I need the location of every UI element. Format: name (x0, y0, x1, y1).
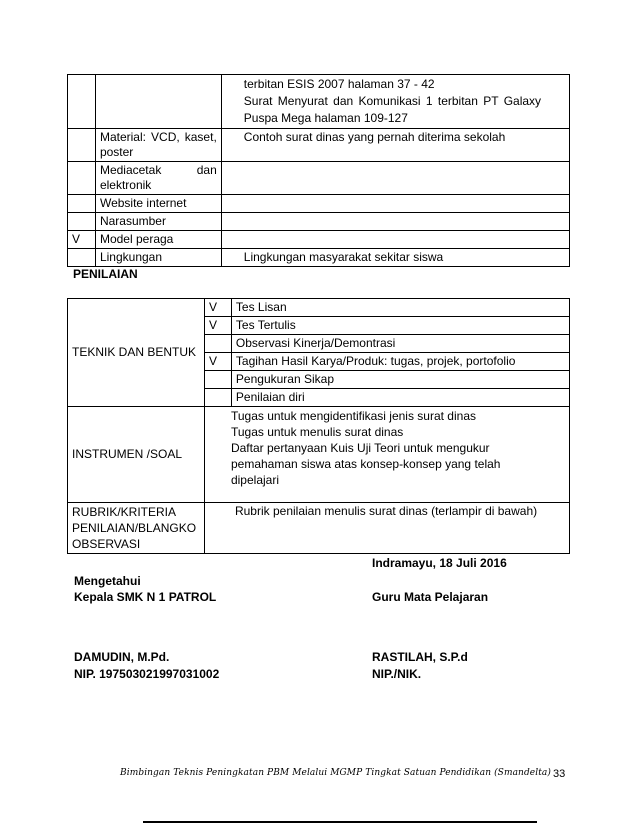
teknik-item: Penilaian diri (231, 389, 569, 407)
reference-line: terbitan ESIS 2007 halaman 37 - 42 (243, 77, 435, 91)
media-desc-cell: Contoh surat dinas yang pernah diterima sekolah (221, 129, 569, 162)
teknik-item: Tes Tertulis (231, 317, 569, 335)
media-mark-cell (68, 129, 96, 162)
media-item-cell: Narasumber (95, 213, 221, 231)
instrumen-line: Daftar pertanyaan Kuis Uji Teori untuk mengukur (230, 441, 490, 455)
table-row (68, 231, 570, 249)
footer-rule (143, 821, 537, 823)
media-item-cell: Website internet (95, 195, 221, 213)
teknik-mark (204, 335, 231, 353)
media-mark-cell (68, 249, 96, 267)
place-date: Indramayu, 18 Juli 2016 (372, 556, 507, 570)
section-heading: PENILAIAN (73, 267, 138, 281)
mengetahui-label: Mengetahui (74, 574, 141, 588)
teknik-mark (204, 371, 231, 389)
table-row (68, 299, 570, 317)
media-desc-cell (221, 162, 569, 195)
assessment-table (67, 298, 570, 554)
teknik-mark (204, 389, 231, 407)
media-item-cell (95, 75, 221, 129)
teknik-mark: V (204, 299, 231, 317)
instrumen-content (204, 407, 569, 503)
instrumen-line: Tugas untuk mengidentifikasi jenis surat dinas (230, 409, 476, 423)
rubrik-label-line: PENILAIAN/BLANGKO (72, 521, 197, 535)
instrumen-line: Tugas untuk menulis surat dinas (230, 425, 404, 439)
table-row (68, 213, 570, 231)
table-row (68, 162, 570, 195)
media-item-cell: Model peraga (95, 231, 221, 249)
teknik-mark: V (204, 353, 231, 371)
table-row (68, 75, 570, 129)
media-desc-cell (221, 231, 569, 249)
media-item-cell: Lingkungan (95, 249, 221, 267)
left-signatory-nip: NIP. 197503021997031002 (74, 667, 220, 681)
teknik-mark: V (204, 317, 231, 335)
media-desc-cell (221, 195, 569, 213)
table-row (68, 503, 570, 554)
reference-line: Puspa Mega halaman 109-127 (243, 111, 408, 125)
left-signatory-name: DAMUDIN, M.Pd. (74, 650, 170, 664)
rubrik-label-line: RUBRIK/KRITERIA (72, 505, 177, 519)
table-row (68, 407, 570, 503)
media-reference-cell (221, 75, 569, 129)
rubrik-label (68, 503, 205, 554)
media-mark-cell (68, 162, 96, 195)
right-signatory-nip: NIP./NIK. (372, 667, 422, 681)
media-desc-cell: Lingkungan masyarakat sekitar siswa (221, 249, 569, 267)
media-mark-cell: V (68, 231, 96, 249)
media-mark-cell (68, 213, 96, 231)
media-mark-cell (68, 195, 96, 213)
footer-text: Bimbingan Teknis Peningkatan PBM Melalui MGMP Tingkat Satuan Pendidikan (Smandelta) (120, 768, 552, 778)
instrumen-label: INSTRUMEN /SOAL (68, 407, 205, 503)
rubrik-label-line: OBSERVASI (72, 537, 141, 551)
reference-line: Surat Menyurat dan Komunikasi 1 terbitan PT Galaxy (243, 94, 542, 108)
right-signatory-name: RASTILAH, S.P.d (372, 650, 468, 664)
media-item-cell: Material: VCD, kaset, poster (95, 129, 221, 162)
teknik-item: Observasi Kinerja/Demontrasi (231, 335, 569, 353)
instrumen-line: pemahaman siswa atas konsep-konsep yang telah (230, 457, 501, 471)
table-row (68, 129, 570, 162)
table-row (68, 195, 570, 213)
right-signatory-title: Guru Mata Pelajaran (372, 590, 489, 604)
media-table (67, 74, 570, 267)
instrumen-line: dipelajari (230, 473, 279, 487)
teknik-label: TEKNIK DAN BENTUK (68, 299, 205, 407)
rubrik-content: Rubrik penilaian menulis surat dinas (terlampir di bawah) (204, 503, 569, 554)
left-signatory-title: Kepala SMK N 1 PATROL (74, 590, 217, 604)
teknik-item: Pengukuran Sikap (231, 371, 569, 389)
media-mark-cell (68, 75, 96, 129)
teknik-item: Tes Lisan (231, 299, 569, 317)
media-desc-cell (221, 213, 569, 231)
media-item-cell: Mediacetak dan elektronik (95, 162, 221, 195)
page-number: 33 (553, 768, 566, 780)
teknik-item: Tagihan Hasil Karya/Produk: tugas, projek, portofolio (231, 353, 569, 371)
table-row (68, 249, 570, 267)
